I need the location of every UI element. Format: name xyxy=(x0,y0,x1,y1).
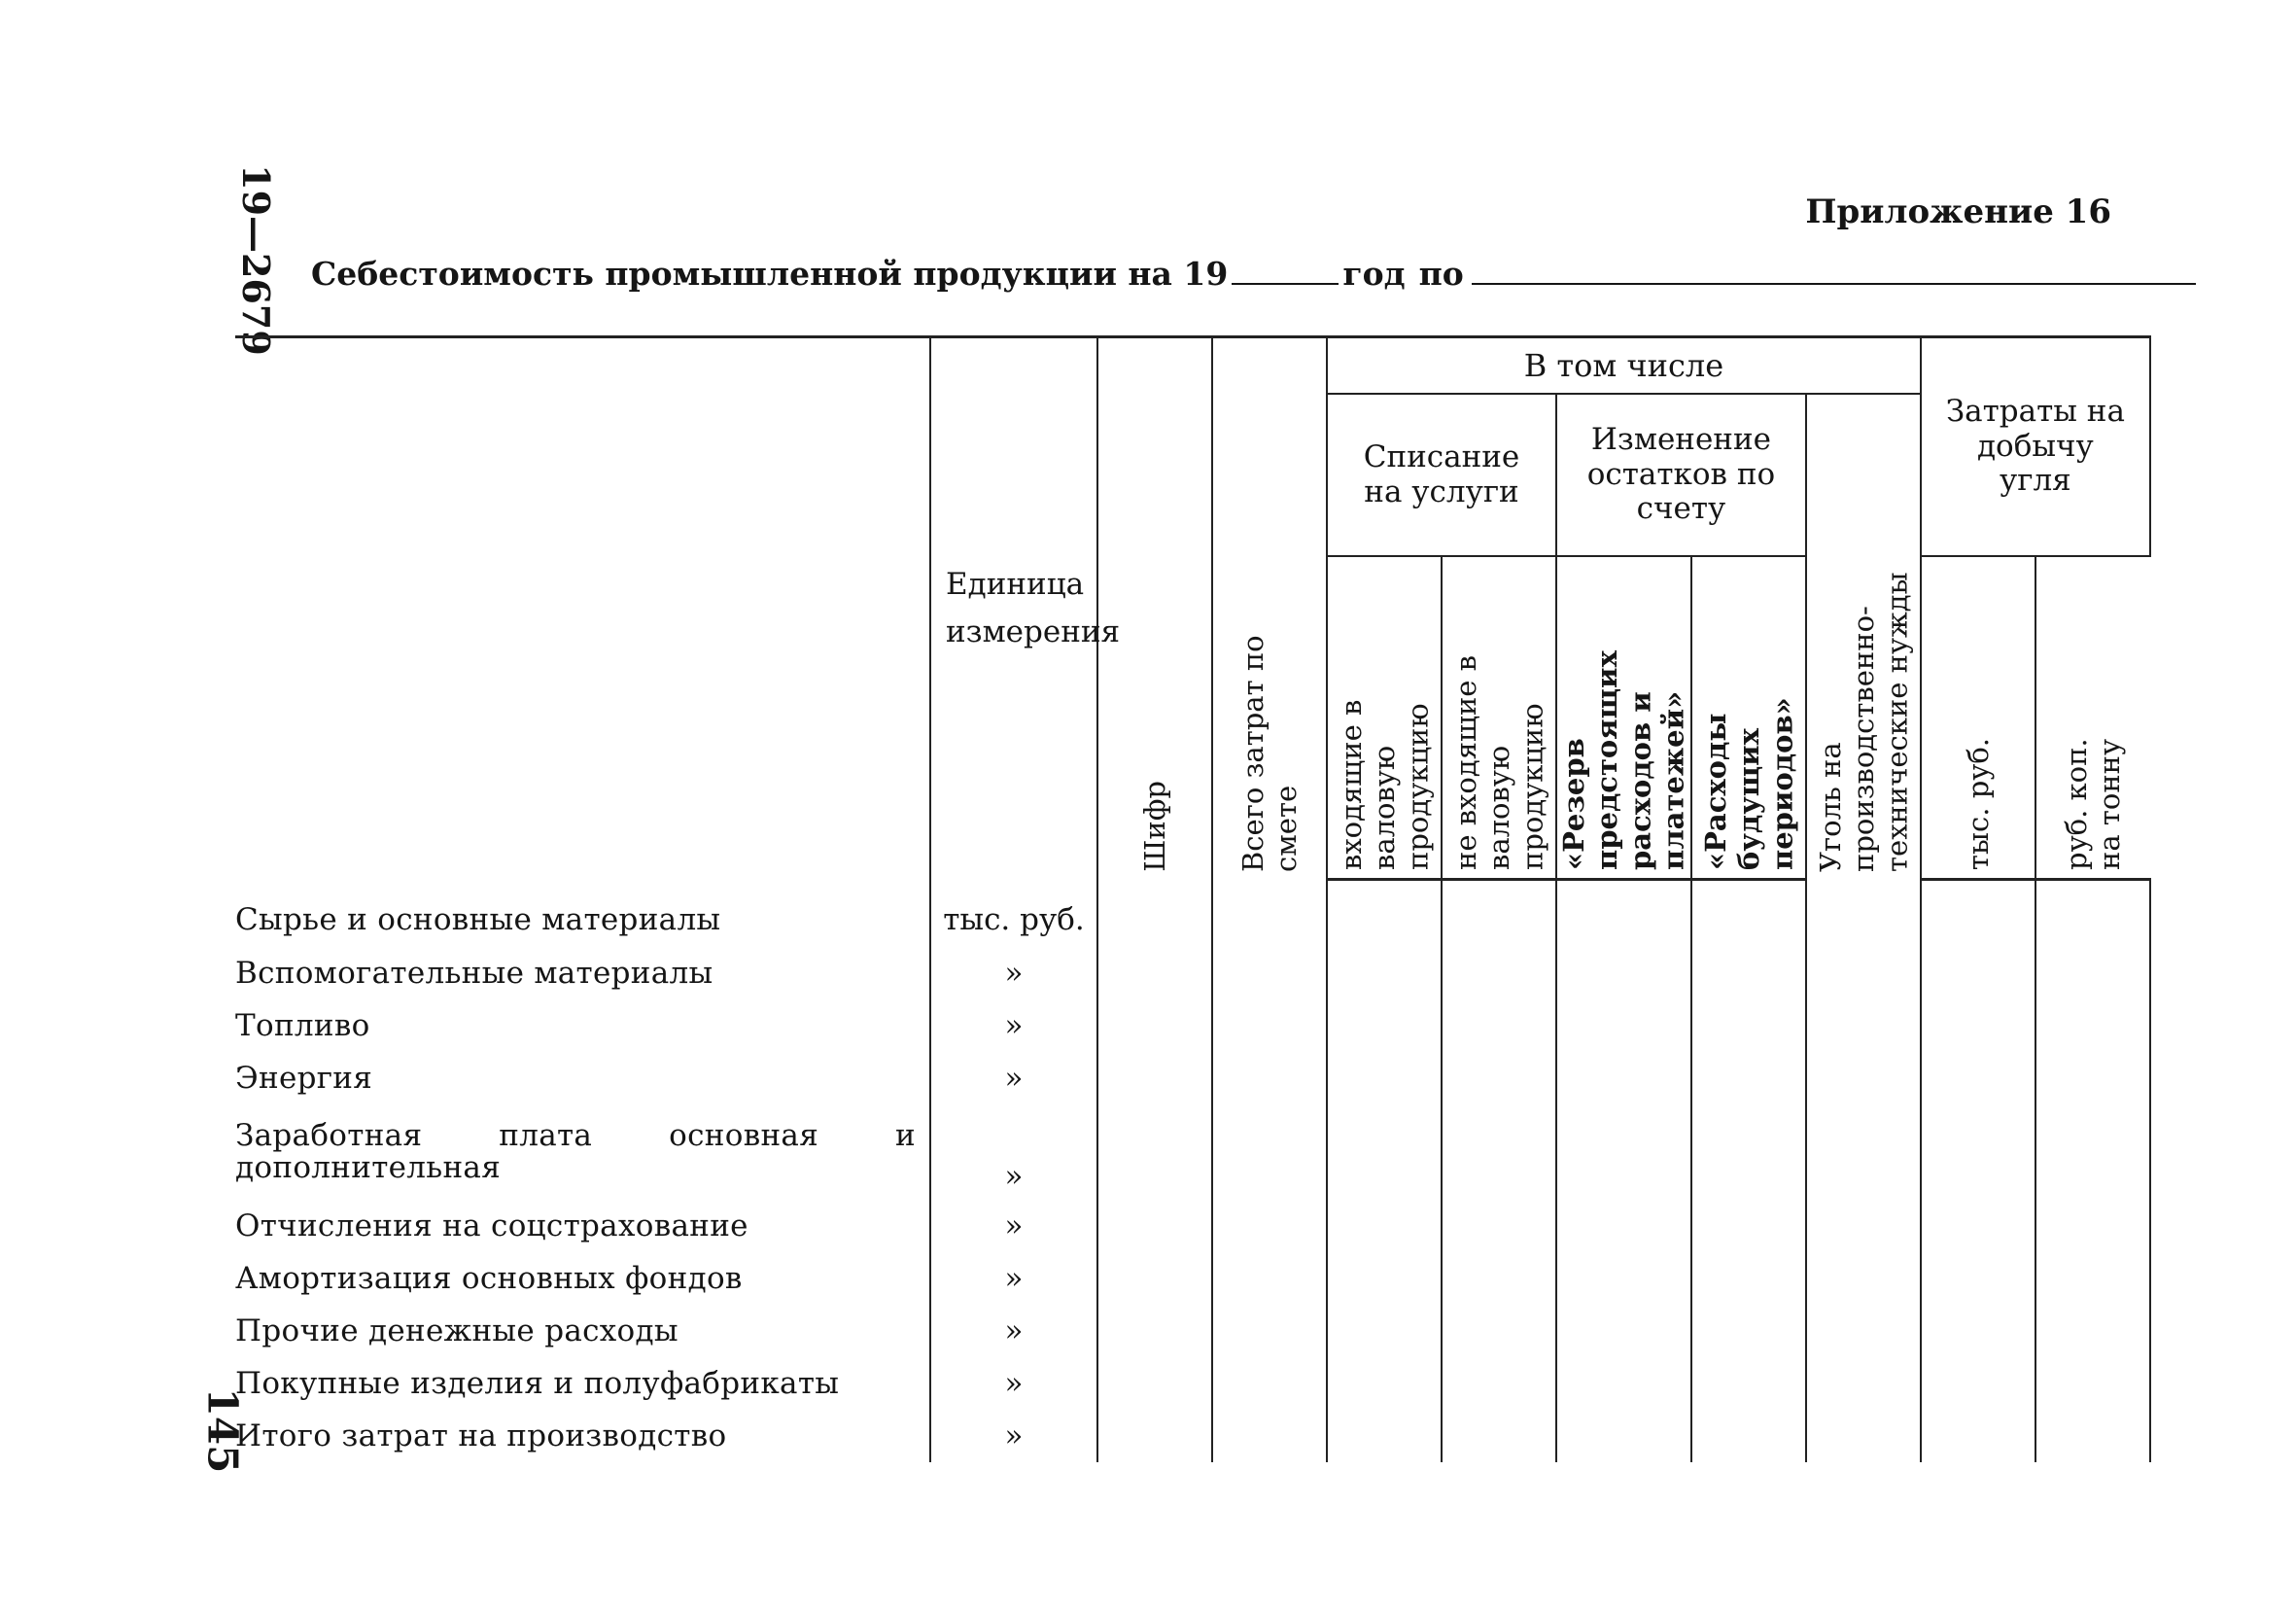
row-unit: » xyxy=(930,947,1097,999)
table-row xyxy=(235,1357,2257,1410)
document-title xyxy=(311,255,2196,293)
table-row xyxy=(235,1200,2257,1252)
row-name: Вспомогательные материалы xyxy=(235,947,930,999)
row-unit: » xyxy=(930,1357,1097,1410)
title-part-3: по xyxy=(1418,255,1464,293)
row-unit: тыс. руб. xyxy=(930,880,1097,948)
table-row xyxy=(235,1104,2257,1200)
table-row xyxy=(235,1052,2257,1104)
side-code: 19—2679 xyxy=(233,164,278,356)
row-unit: » xyxy=(930,1052,1097,1104)
header-balance-change: Изменение остатков по счету xyxy=(1556,394,1806,556)
row-name: Итого затрат на производство xyxy=(235,1410,930,1462)
header-coal-costs: Затраты на добычу угля xyxy=(1921,337,2150,557)
header-write-off-out: не входящие в валовую продукцию xyxy=(1442,556,1556,880)
page-number: 145 xyxy=(198,1387,247,1474)
header-coal-per-ton: руб. коп. на тонну xyxy=(2035,556,2150,880)
table-row xyxy=(235,1305,2257,1357)
header-including: В том числе xyxy=(1327,337,1921,395)
header-reserve: «Резерв предстоящих расходов и платежей» xyxy=(1556,556,1691,880)
table-row xyxy=(235,880,2257,948)
row-name: Энергия xyxy=(235,1052,930,1104)
row-unit: » xyxy=(930,999,1097,1052)
row-name: Амортизация основных фондов xyxy=(235,1252,930,1305)
header-coal-thousand: тыс. руб. xyxy=(1921,556,2035,880)
row-name: Заработная плата основная и дополнительная xyxy=(235,1104,930,1200)
row-unit: » xyxy=(930,1410,1097,1462)
cost-table xyxy=(235,335,2257,1462)
table-row xyxy=(235,1410,2257,1462)
row-name: Прочие денежные расходы xyxy=(235,1305,930,1357)
title-part-1: Себестоимость промышленной продукции на 19 xyxy=(311,255,1229,293)
row-unit: » xyxy=(930,1305,1097,1357)
appendix-label: Приложение 16 xyxy=(1805,192,2111,231)
header-write-off-in: входящие в валовую продукцию xyxy=(1327,556,1442,880)
row-name: Сырье и основные материалы xyxy=(235,880,930,948)
table-row xyxy=(235,947,2257,999)
header-label-column xyxy=(235,337,930,880)
table-row xyxy=(235,1252,2257,1305)
enterprise-blank xyxy=(1472,256,2196,285)
row-name: Отчисления на соцстрахование xyxy=(235,1200,930,1252)
row-unit: » xyxy=(930,1200,1097,1252)
row-unit: » xyxy=(930,1104,1097,1200)
header-cipher: Шифр xyxy=(1097,337,1212,880)
header-write-off: Списание на услуги xyxy=(1327,394,1556,556)
table-row xyxy=(235,999,2257,1052)
row-name: Покупные изделия и полуфабрикаты xyxy=(235,1357,930,1410)
header-unit: Единица измерения xyxy=(930,337,1097,880)
header-coal-needs: Уголь на производственно-технические нужды xyxy=(1806,394,1921,880)
row-name: Топливо xyxy=(235,999,930,1052)
title-part-2: год xyxy=(1342,255,1406,293)
header-future: «Расходы будущих периодов» xyxy=(1691,556,1806,880)
row-unit: » xyxy=(930,1252,1097,1305)
year-blank xyxy=(1232,256,1339,285)
header-total: Всего затрат по смете xyxy=(1212,337,1327,880)
